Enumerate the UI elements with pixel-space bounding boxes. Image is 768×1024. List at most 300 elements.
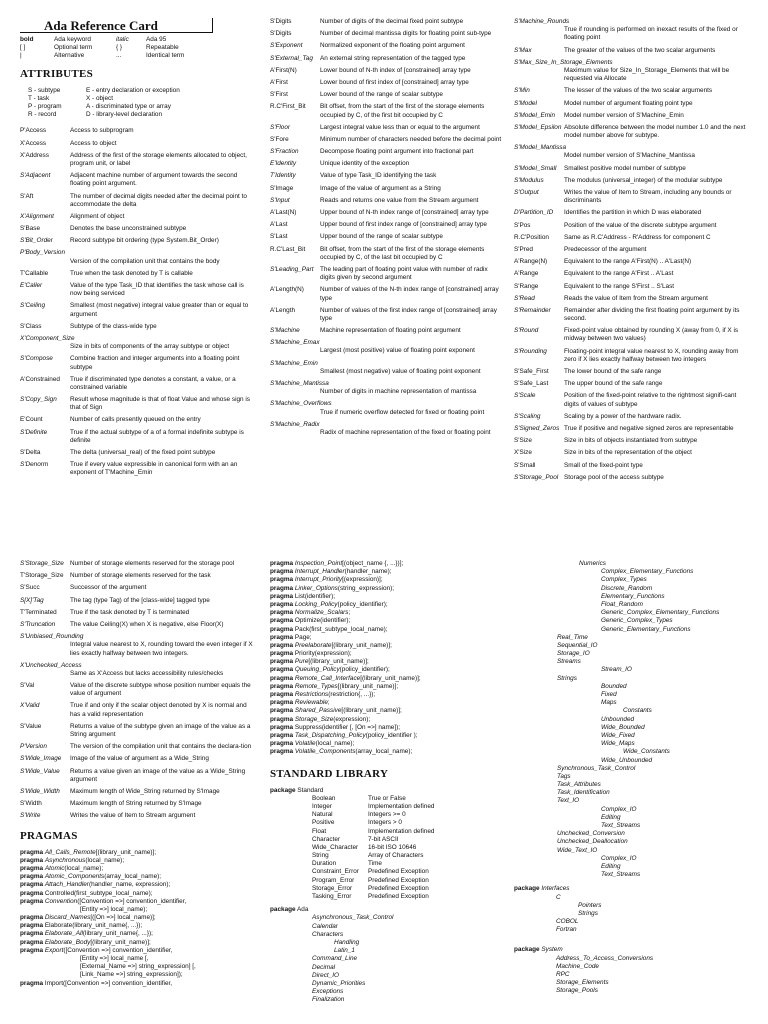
standard-type-name: Program_Error: [312, 876, 355, 884]
attribute-name: S'Range: [514, 282, 539, 290]
pragma-line: [270, 560, 510, 568]
legend-cell: bold: [20, 36, 34, 43]
package-tree-item: [270, 947, 510, 955]
package-tree-item: [514, 806, 750, 814]
package-tree-item: [514, 658, 750, 666]
attribute-entry: [270, 160, 502, 168]
attribute-name: S'Digits: [270, 18, 292, 25]
pragma-line: [270, 724, 510, 732]
attribute-description: Smallest (most negative) integral value greater than or equal to argument: [70, 302, 249, 318]
attribute-name: R.C'Position: [514, 233, 549, 241]
attribute-description: Model number of argument floating point type: [564, 99, 693, 107]
package-tree-item: [514, 609, 750, 617]
package-name: Elementary_Functions: [601, 592, 665, 600]
pragma-keyword: pragma: [270, 576, 294, 584]
attribute-entry: [514, 348, 750, 364]
pragma-keyword: pragma: [20, 873, 44, 881]
attribute-description: Lower bound of first index of [constrained] array type: [320, 78, 469, 86]
spacer: [270, 795, 312, 803]
attribute-name: S'Adjacent: [20, 172, 51, 180]
attribute-name: S'Exponent: [270, 42, 303, 50]
package-name: Real_Time: [557, 633, 588, 641]
pragma-args: ([Convention =>] convention_identifier,: [63, 946, 173, 954]
package-tree-item: [514, 847, 750, 855]
pragma-keyword: pragma: [270, 568, 294, 576]
abbrev-item: R - record: [28, 111, 57, 119]
package-tree-item: [514, 926, 750, 934]
attribute-entry: [270, 266, 502, 282]
attribute-name: S'Rounding: [514, 347, 547, 355]
attribute-name: D'Partition_ID: [514, 209, 554, 217]
pragma-name: Convention: [44, 897, 78, 905]
attribute-entry: [20, 355, 255, 371]
package-tree-item: [514, 781, 750, 789]
standard-type-description: Predefined Exception: [368, 893, 429, 901]
package-tree-item: [270, 955, 510, 963]
package-tree-item: [514, 699, 750, 707]
abbrev-item: E - entry declaration or exception: [86, 86, 180, 94]
legend-cell: italic: [116, 36, 129, 43]
pragma-args: ;: [348, 609, 351, 617]
attribute-entry: [514, 209, 750, 217]
pragma-keyword: pragma: [270, 666, 294, 674]
pragma-args: [Link_Name =>] string_expression]);: [80, 971, 183, 979]
pragma-args: [Entity =>] local_name);: [80, 905, 148, 913]
attribute-name: X'Valid: [20, 702, 40, 710]
pragma-line: [20, 873, 255, 881]
pragma-args: List(identifier);: [294, 592, 336, 600]
attribute-description: Alignment of object: [70, 212, 125, 220]
attribute-description: Smallest positive model number of subtype: [564, 164, 686, 172]
package-name: Exceptions: [312, 988, 344, 996]
package-name: Editing: [601, 813, 621, 821]
attribute-name: S[X]'Tag: [20, 596, 44, 604]
attribute-entry: [20, 335, 255, 351]
legend-cell: Ada 95: [146, 36, 167, 43]
package-tree-item: [270, 980, 510, 988]
pragma-line: [270, 691, 510, 699]
package-tree-item: [514, 822, 750, 830]
standard-type-description: 7-bit ASCII: [368, 835, 399, 843]
attribute-name: A'Last(N): [270, 209, 297, 216]
attribute-name: X'Unchecked_Access: [20, 661, 82, 669]
attribute-entry: [514, 165, 750, 173]
pragma-name: Normalize_Scalars: [294, 609, 349, 617]
pragma-args: (expression);: [333, 715, 371, 723]
standard-type-description: True or False: [368, 794, 406, 802]
attribute-name: S'Truncation: [20, 620, 56, 628]
package-tree-item: [514, 838, 750, 846]
attribute-description: Smallest (most negative) value of floating point exponent: [320, 367, 481, 375]
spacer: [270, 803, 312, 811]
pragma-line: [270, 658, 510, 666]
pragma-keyword: pragma: [270, 625, 294, 633]
attribute-entry: [514, 59, 750, 84]
attribute-name: A'Length: [270, 306, 296, 314]
attribute-name: R.C'First_Bit: [270, 103, 306, 111]
package-name: Complex_Elementary_Functions: [601, 568, 694, 576]
attribute-description: Image of the value of argument as a Wide_String: [70, 755, 209, 763]
attribute-name: S'Scaling: [514, 412, 541, 420]
attribute-name: S'Wide_Width: [20, 787, 60, 795]
attribute-description: Size in bits of components of the array subtype or object: [70, 343, 230, 351]
attribute-name: S'Bit_Order: [20, 237, 53, 245]
attribute-name: S'Model_Emin: [514, 111, 556, 119]
pragma-keyword: pragma: [270, 707, 294, 715]
abbreviation-key: [20, 87, 255, 120]
pragma-args: ;: [327, 699, 330, 707]
pragma-line: [20, 947, 255, 955]
attribute-name: S'Input: [270, 196, 290, 204]
attribute-entry: [270, 148, 502, 156]
package-name: Editing: [601, 862, 621, 870]
attribute-entry: [514, 449, 750, 457]
package-tree-item: [514, 634, 750, 642]
package-name: Task_Attributes: [557, 781, 601, 789]
pragma-args: (local_name);: [315, 740, 355, 748]
attribute-entry: [270, 30, 502, 38]
standard-type-name: Tasking_Error: [312, 893, 352, 901]
attribute-entry: [514, 462, 750, 470]
attribute-entry: [20, 270, 255, 278]
standard-type-name: Natural: [312, 811, 333, 819]
attribute-entry: [270, 400, 502, 416]
package-tree-item: [514, 757, 750, 765]
attribute-list-4: [20, 560, 255, 821]
attribute-entry: [20, 597, 255, 605]
standard-type-name: Character: [312, 835, 341, 843]
standard-type-name: Storage_Error: [312, 884, 353, 892]
attribute-entry: [270, 55, 502, 63]
attribute-entry: [20, 743, 255, 751]
pragma-args: Suppress(identifier [, [On =>] name]);: [294, 723, 401, 731]
attribute-description: Address of the first of the storage elements allocated to object, program unit, or label: [70, 151, 247, 167]
package-name: Fixed: [601, 691, 617, 698]
attribute-entry: [514, 474, 750, 482]
attribute-entry: [20, 662, 255, 678]
abbrev-item: T - task: [28, 94, 50, 102]
pragma-name: Interrupt_Priority: [294, 576, 343, 584]
pragma-name: Inspection_Point: [294, 560, 343, 567]
package-name: Address_To_Access_Conversions: [556, 954, 654, 962]
attribute-entry: [514, 283, 750, 291]
attribute-entry: [20, 302, 255, 318]
pragma-line: [20, 906, 255, 914]
pragma-args: (local_name);: [64, 864, 104, 872]
attribute-description: Number of storage elements reserved for the task: [70, 572, 211, 580]
package-name: Wide_Text_IO: [557, 846, 598, 854]
spacer: [270, 885, 312, 893]
package-tree-item: [514, 593, 750, 601]
standard-type-description: 16-bit ISO 10646: [368, 843, 417, 851]
column-3: [514, 18, 750, 528]
package-name: Wide_Fixed: [601, 731, 635, 739]
attribute-description: True if discriminated type denotes a constant, a value, or a constrained variable: [70, 375, 236, 391]
pragma-args: (local_name);: [85, 856, 125, 864]
attribute-name: S'Class: [20, 322, 42, 330]
attribute-list-2: [270, 18, 502, 437]
package-tree-item: [270, 964, 510, 972]
attribute-name: T'Terminated: [20, 608, 57, 616]
package-name: Dynamic_Priorities: [312, 979, 366, 987]
attribute-description: The number of decimal digits needed after the decimal point to accommodate the delta: [70, 192, 247, 208]
package-name: Strings: [557, 674, 577, 682]
attribute-entry: [20, 572, 255, 580]
pragma-keyword: pragma: [20, 881, 44, 889]
pragma-name: Task_Dispatching_Policy: [294, 731, 366, 739]
attribute-name: X'Alignment: [20, 212, 54, 220]
package-system-heading: package System: [514, 946, 563, 954]
abbrev-item: P - program: [28, 103, 62, 111]
attribute-description: True if numeric overflow detected for fixed or floating point: [320, 408, 485, 416]
attribute-name: S'Definite: [20, 428, 48, 436]
attribute-name: S'Storage_Size: [20, 560, 64, 567]
attribute-name: X'Address: [20, 151, 49, 159]
title-box: [20, 18, 213, 33]
package-tree-item: [514, 910, 750, 918]
pragma-args: [(library_unit_name)];: [337, 682, 399, 690]
package-name: Unchecked_Conversion: [557, 830, 625, 838]
pragma-keyword: pragma: [270, 560, 294, 567]
pragma-name: Atomic: [44, 864, 65, 872]
pragma-keyword: pragma: [20, 856, 44, 864]
package-name: Float_Random: [601, 600, 643, 608]
spacer: [270, 852, 312, 860]
attribute-description: Unique identity of the exception: [320, 160, 410, 168]
package-name: Storage_Pools: [556, 987, 598, 995]
attribute-description: The greater of the values of the two scalar arguments: [564, 46, 716, 54]
attribute-description: The upper bound of the safe range: [564, 380, 663, 388]
attribute-entry: [20, 127, 255, 135]
attribute-description: Position of the fixed-point relative to the rightmost signifi-cant digits of values of subtype: [564, 392, 737, 408]
package-tree-item: [514, 601, 750, 609]
attribute-name: S'External_Tag: [270, 54, 313, 62]
standard-type-description: Predefined Exception: [368, 868, 429, 876]
pragma-args: [(expression)];: [342, 576, 383, 584]
attribute-description: Access to object: [70, 139, 117, 147]
package-name: Direct_IO: [312, 971, 339, 979]
attribute-name: T'Callable: [20, 269, 49, 277]
package-name: Bounded: [601, 682, 627, 690]
pragma-keyword: pragma: [270, 641, 294, 649]
pragma-line: [270, 740, 510, 748]
package-tree-item: [514, 955, 750, 963]
attribute-name: X'Component_Size: [20, 334, 75, 342]
package-tree-item: [514, 576, 750, 584]
package-tree-item: [270, 931, 510, 939]
pragma-args: (library_unit_name{, ...});: [82, 930, 153, 938]
spacer: [270, 860, 312, 868]
attribute-description: Bit offset, from the start of the first of the storage elements occupied by C, of the first bit occupied by C: [320, 103, 485, 119]
attribute-entry: [20, 682, 255, 698]
attribute-name: S'Small: [514, 461, 536, 469]
attribute-description: Adjacent machine number of argument towards the second floating point argument.: [70, 172, 238, 188]
pragma-name: Attach_Handler: [44, 881, 89, 889]
attribute-description: Returns a value of the subtype given an image of the value as a String argument: [70, 722, 251, 738]
pragma-name: Queuing_Policy: [294, 666, 340, 674]
pragma-args: Optimize(identifier);: [294, 617, 351, 625]
attribute-entry: [270, 209, 502, 217]
package-tree-item: [514, 871, 750, 879]
attribute-name: S'Modulus: [514, 176, 544, 184]
package-name: Text_IO: [557, 797, 580, 805]
attribute-description: Value of the type Task_ID that identifies the task whose call is now being serviced: [70, 282, 244, 298]
pragma-line: [270, 748, 510, 756]
legend-cell: Ada keyword: [54, 36, 91, 43]
package-name: Calendar: [312, 922, 338, 930]
attribute-description: Maximum value for Size_In_Storage_Elements that will be requested via Allocate: [564, 66, 730, 83]
attribute-description: Record subtype bit ordering (type System.Bit_Order): [70, 237, 219, 245]
pragma-keyword: pragma: [20, 930, 44, 938]
package-name: Command_Line: [312, 955, 358, 963]
attribute-description: Returns a value given an image of the value as a Wide_String argument: [70, 767, 246, 783]
pragma-args: [(library_unit_name)];: [308, 658, 369, 666]
package-tree-item: [514, 560, 750, 568]
attribute-description: Largest integral value less than or equal to the argument: [320, 123, 480, 131]
package-tree-item: [514, 642, 750, 650]
attribute-name: S'Width: [20, 800, 42, 808]
package-name: Machine_Code: [556, 962, 599, 970]
package-name: Decimal: [312, 963, 336, 971]
attribute-name: S'Model_Mantissa: [514, 144, 567, 152]
pragma-keyword: pragma: [20, 914, 44, 922]
attribute-description: Upper bound of first index range of [constrained] array type: [320, 221, 487, 229]
attribute-entry: [20, 172, 255, 188]
attribute-entry: [270, 286, 502, 302]
attribute-entry: [20, 461, 255, 477]
attribute-entry: [514, 246, 750, 254]
attribute-name: S'Machine_Mantissa: [270, 380, 329, 387]
pragma-args: Priority(expression);: [294, 650, 352, 658]
pragma-list-2: [270, 560, 510, 757]
attribute-entry: [20, 621, 255, 629]
pragma-name: Volatile_Components: [294, 748, 356, 756]
pragma-line: [270, 617, 510, 625]
attribute-description: Bit offset, from the start of the first of the storage elements occupied by C, of the last bit occupied by C: [320, 245, 485, 261]
package-tree-item: [514, 789, 750, 797]
attribute-entry: [20, 702, 255, 718]
pragma-name: Shared_Passive: [294, 707, 342, 715]
pragma-args: (restriction{, ...});: [328, 691, 376, 698]
section-standard-library: STANDARD LIBRARY: [270, 767, 389, 780]
pragma-keyword: pragma: [20, 864, 44, 872]
attribute-entry: [20, 584, 255, 592]
attribute-description: True when the task denoted by T is callable: [70, 269, 193, 277]
attribute-entry: [20, 376, 255, 392]
attribute-entry: [270, 42, 502, 50]
pragma-line: [20, 963, 255, 971]
legend-cell: ...: [116, 52, 122, 60]
standard-type-description: Integers > 0: [368, 819, 402, 827]
attribute-description: Number of values of the first index range of [constrained] array type: [320, 306, 497, 322]
package-tree-item: [514, 773, 750, 781]
package-name: Complex_IO: [601, 805, 637, 813]
pragma-name: Discard_Names: [44, 914, 91, 922]
section-attributes: ATTRIBUTES: [20, 67, 94, 80]
legend-cell: |: [20, 52, 22, 60]
pragma-args: ([Convention =>] convention_identifier,: [77, 897, 187, 905]
attribute-entry: [514, 307, 750, 323]
package-name: Generic_Complex_Types: [601, 617, 673, 625]
package-name: Streams: [557, 658, 581, 666]
pragma-line: [270, 576, 510, 584]
attribute-description: The tag (type Tag) of the [class-wide] tagged type: [70, 596, 210, 604]
attribute-entry: [514, 189, 750, 205]
attribute-entry: [20, 416, 255, 424]
attribute-entry: [514, 368, 750, 376]
package-tree-item: [514, 626, 750, 634]
pragma-name: Asynchronous: [44, 856, 86, 864]
standard-type-description: Implementation defined: [368, 827, 435, 835]
package-name: Sequential_IO: [557, 641, 598, 649]
package-tree-item: [514, 732, 750, 740]
package-name: Unbounded: [601, 715, 635, 723]
pragma-keyword: pragma: [270, 682, 294, 690]
section-pragmas: PRAGMAS: [20, 829, 78, 842]
attribute-name: S'Delta: [20, 449, 41, 457]
pragma-name: Pure: [294, 658, 309, 666]
attribute-description: Reads the value of Item from the Stream argument: [564, 294, 708, 302]
legend-cell: Repeatable: [146, 44, 179, 52]
pragma-line: [270, 593, 510, 601]
pragma-args: [External_Name =>] string_expression] [,: [80, 963, 196, 971]
attribute-name: S'Safe_Last: [514, 380, 549, 388]
attribute-entry: [20, 768, 255, 784]
attribute-name: S'Pos: [514, 221, 531, 229]
pragma-line: [270, 626, 510, 634]
pragma-name: Elaborate_All: [44, 930, 83, 938]
package-name: Wide_Constants: [623, 748, 670, 756]
attribute-description: True if positive and negative signed zeros are representable: [564, 424, 734, 432]
attribute-entry: [514, 144, 750, 160]
pragma-line: [20, 980, 255, 988]
attribute-entry: [514, 177, 750, 185]
package-tree-item: [514, 748, 750, 756]
abbrev-item: D - library-level declaration: [86, 111, 163, 119]
package-ada-heading: package Ada: [270, 906, 309, 914]
package-name: Unchecked_Deallocation: [557, 838, 628, 846]
package-standard-heading: package Standard: [270, 786, 324, 794]
attribute-name: P'Version: [20, 743, 47, 751]
attribute-description: Scaling by a power of the hardware radix.: [564, 412, 682, 420]
spacer: [270, 893, 312, 901]
attribute-entry: [20, 282, 255, 298]
package-name: Task_Identification: [557, 789, 610, 797]
pragma-name: Reviewable: [294, 699, 328, 707]
attribute-entry: [270, 221, 502, 229]
pragma-line: [20, 881, 255, 889]
attribute-description: The lower bound of the safe range: [564, 368, 662, 375]
attribute-name: S'Min: [514, 87, 530, 95]
attribute-name: S'Copy_Sign: [20, 396, 57, 404]
attribute-entry: [270, 380, 502, 396]
pragma-keyword: pragma: [270, 715, 294, 723]
pragma-line: [20, 955, 255, 963]
package-tree-item: [270, 996, 510, 1004]
attribute-description: Remainder after dividing the first floating point argument by its second.: [564, 306, 740, 323]
attribute-entry: [270, 124, 502, 132]
pragma-line: [20, 849, 255, 857]
pragma-line: [270, 585, 510, 593]
attribute-description: Combine fraction and integer arguments into a floating point subtype: [70, 355, 240, 371]
attribute-entry: [20, 633, 255, 658]
pragma-args: [(library_unit_name)];: [331, 641, 392, 649]
attribute-name: R.C'Last_Bit: [270, 245, 306, 253]
attribute-name: A'Range(N): [514, 258, 548, 266]
package-name: Stream_IO: [601, 666, 632, 674]
attribute-entry: [270, 246, 502, 262]
package-name: Finalization: [312, 996, 345, 1004]
